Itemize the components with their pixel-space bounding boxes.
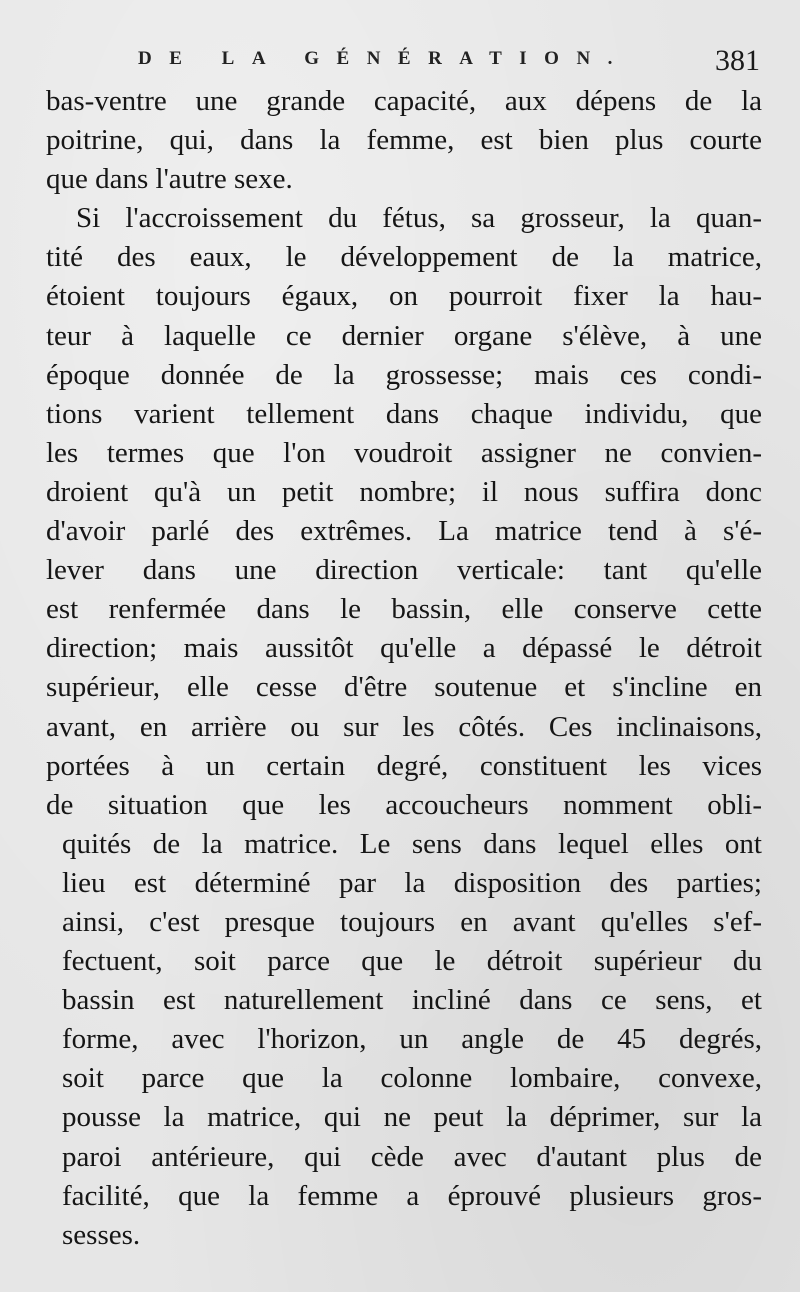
text-line: facilité, que la femme a éprouvé plusieurs gros- xyxy=(62,1179,762,1212)
text-line: fectuent, soit parce que le détroit supérieur du xyxy=(62,945,762,978)
chapter-title: DE LA GÉNÉRATION. xyxy=(138,48,630,69)
text-line: sesses. xyxy=(62,1218,141,1251)
text-line: quités de la matrice. Le sens dans lequel elles ont xyxy=(62,827,762,860)
text-line: supérieur, elle cesse d'être soutenue et s'incline en xyxy=(46,671,762,704)
text-line: bassin est naturellement incliné dans ce sens, et xyxy=(62,984,762,1017)
text-line: avant, en arrière ou sur les côtés. Ces inclinaisons, xyxy=(46,710,762,743)
text-line: direction; mais aussitôt qu'elle a dépassé le détroit xyxy=(46,632,762,665)
body-text xyxy=(46,82,762,1255)
paragraph-start-line: Si l'accroissement du fétus, sa grosseur, la quan- xyxy=(76,202,762,235)
text-line: soit parce que la colonne lombaire, convexe, xyxy=(62,1062,762,1095)
text-line: lever dans une direction verticale: tant qu'elle xyxy=(46,554,762,587)
text-line: teur à laquelle ce dernier organe s'élève, à une xyxy=(46,319,762,352)
text-line: étoient toujours égaux, on pourroit fixer la hau- xyxy=(46,280,762,313)
text-line: que dans l'autre sexe. xyxy=(46,163,293,196)
text-line: tité des eaux, le développement de la matrice, xyxy=(46,241,762,274)
text-line: ainsi, c'est presque toujours en avant qu'elles s'ef- xyxy=(62,905,762,938)
text-line: portées à un certain degré, constituent les vices xyxy=(46,749,762,782)
text-line: droient qu'à un petit nombre; il nous suffira donc xyxy=(46,475,762,508)
text-line: d'avoir parlé des extrêmes. La matrice tend à s'é- xyxy=(46,515,762,548)
text-line: les termes que l'on voudroit assigner ne convien- xyxy=(46,436,762,469)
running-head xyxy=(0,44,800,78)
text-line: est renfermée dans le bassin, elle conserve cette xyxy=(46,593,762,626)
text-line: forme, avec l'horizon, un angle de 45 degrés, xyxy=(62,1023,762,1056)
text-line: de situation que les accoucheurs nomment obli- xyxy=(46,788,762,821)
text-line: époque donnée de la grossesse; mais ces condi- xyxy=(46,358,762,391)
text-line: lieu est déterminé par la disposition des parties; xyxy=(62,866,762,899)
text-line: bas-ventre une grande capacité, aux dépens de la xyxy=(46,85,762,117)
text-line: pousse la matrice, qui ne peut la déprimer, sur la xyxy=(62,1101,762,1134)
text-line: paroi antérieure, qui cède avec d'autant plus de xyxy=(62,1140,762,1173)
text-line: poitrine, qui, dans la femme, est bien plus courte xyxy=(46,124,762,157)
page-number: 381 xyxy=(715,44,760,77)
text-line: tions varient tellement dans chaque individu, que xyxy=(46,397,762,430)
